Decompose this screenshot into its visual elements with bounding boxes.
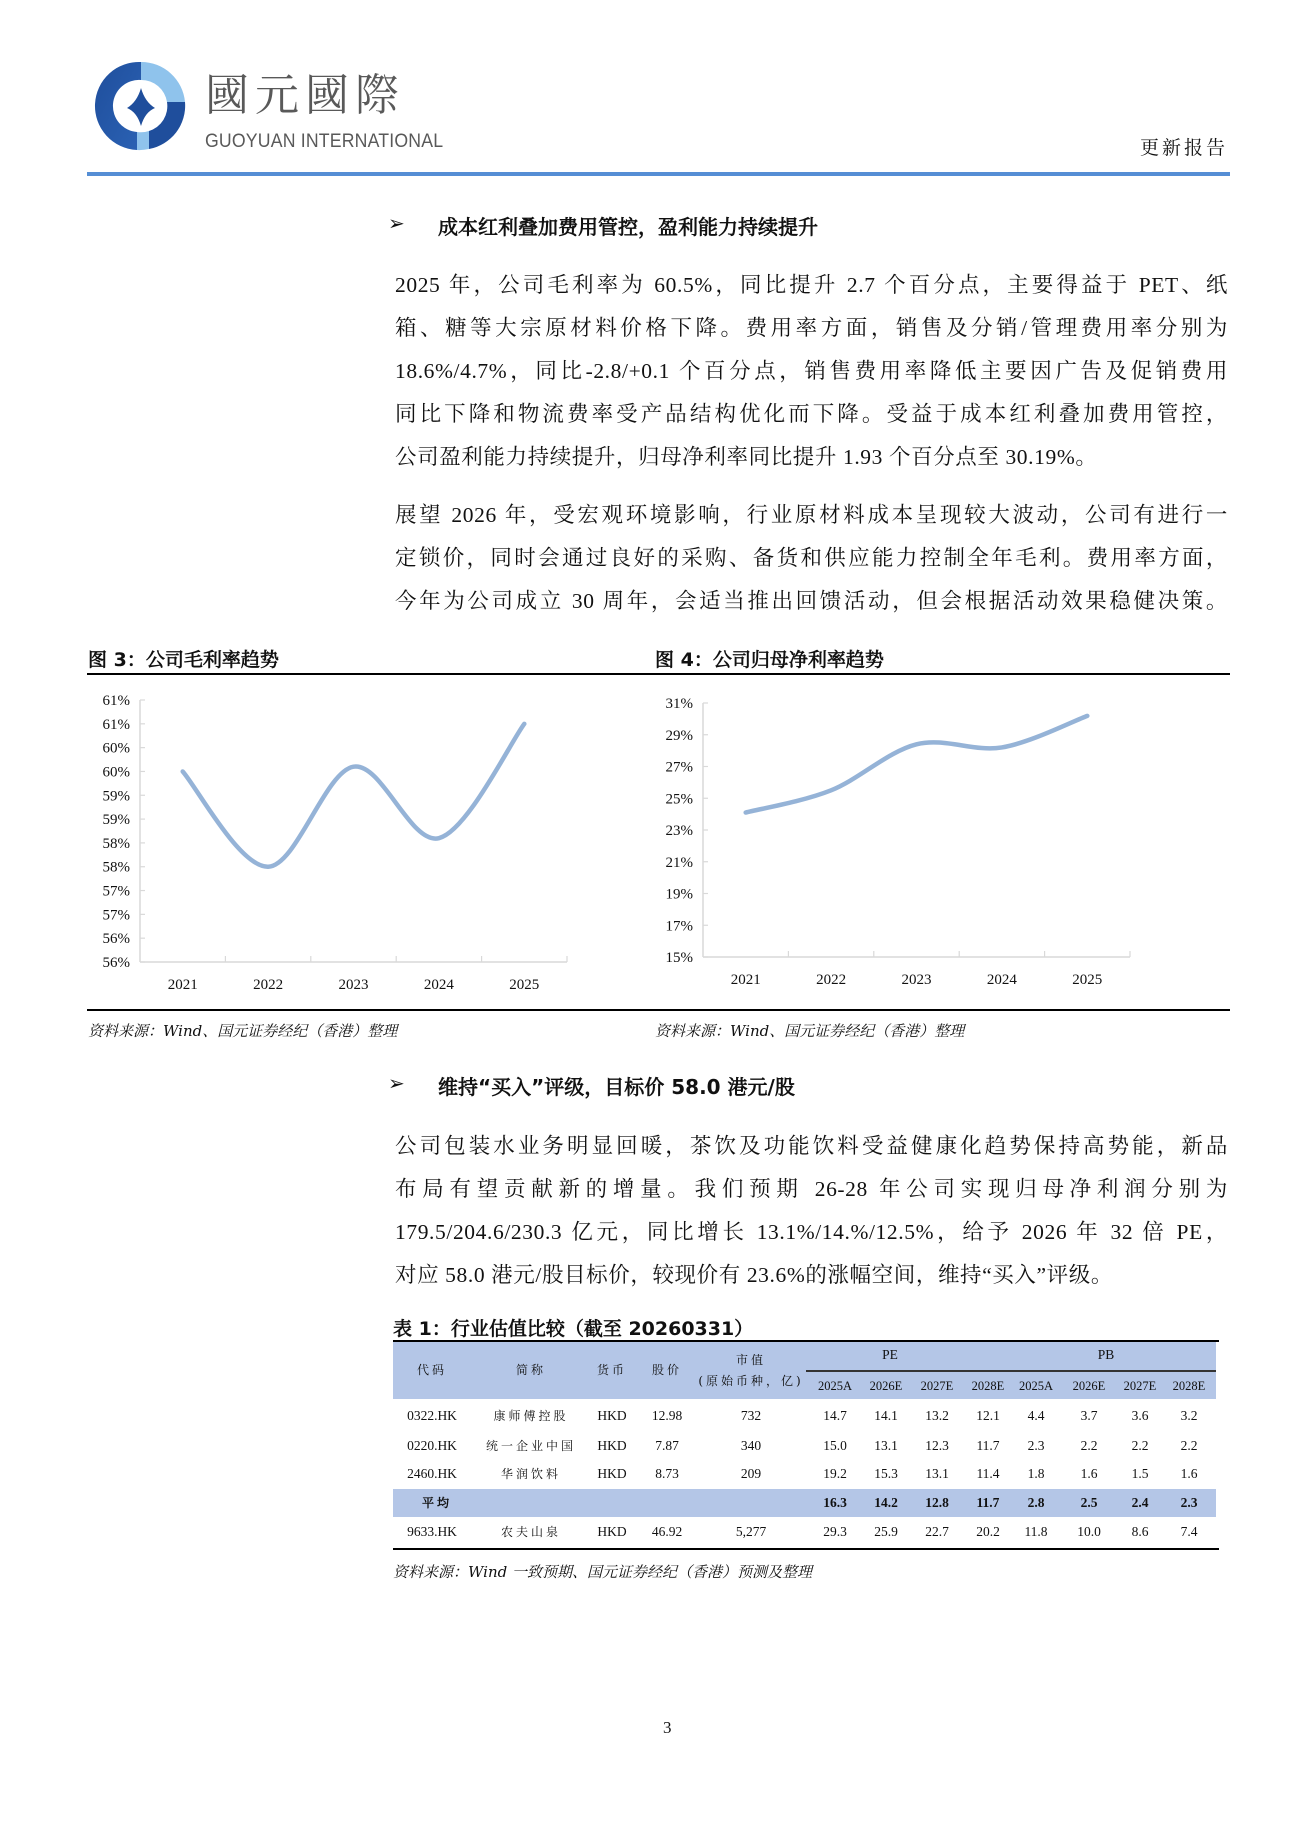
target-value: 8.6 <box>1131 1524 1149 1539</box>
x-tick-label: 2022 <box>816 972 847 988</box>
x-tick-label: 2023 <box>338 977 369 993</box>
average-value: 2.4 <box>1131 1495 1149 1510</box>
row-value: 11.4 <box>976 1466 1000 1481</box>
average-value: 16.3 <box>823 1495 847 1510</box>
table1-caption: 表 1：行业估值比较（截至 20260331） <box>393 1318 754 1340</box>
row-value: 13.1 <box>925 1466 949 1481</box>
header-year: 2028E <box>971 1379 1005 1393</box>
y-tick-label: 59% <box>102 788 130 805</box>
target-value: 10.0 <box>1077 1524 1101 1539</box>
row-currency: HKD <box>597 1438 627 1453</box>
header-pb-group: PB <box>1097 1347 1115 1362</box>
row-price: 8.73 <box>655 1466 679 1481</box>
row-value: 4.4 <box>1027 1408 1045 1423</box>
y-tick-label: 58% <box>102 835 130 852</box>
target-code: 9633.HK <box>407 1524 457 1539</box>
header-year: 2027E <box>1123 1379 1157 1393</box>
header-pe-group: PE <box>882 1347 898 1362</box>
target-value: 29.3 <box>823 1524 847 1539</box>
row-value: 1.8 <box>1027 1466 1045 1481</box>
row-mktcap: 209 <box>740 1466 762 1481</box>
header-currency: 货币 <box>596 1363 627 1377</box>
row-value: 14.1 <box>874 1408 898 1423</box>
section2-paragraph <box>395 1125 1228 1297</box>
x-tick-label: 2022 <box>253 977 284 993</box>
row-value: 3.6 <box>1131 1408 1149 1423</box>
y-tick-label: 15% <box>665 950 693 966</box>
header-mktcap-unit: (原始币种，亿) <box>698 1374 804 1388</box>
row-price: 7.87 <box>655 1438 679 1453</box>
y-tick-label: 19% <box>665 886 693 903</box>
figures-bottom-rule <box>87 1009 1230 1011</box>
row-value: 2.2 <box>1080 1438 1098 1453</box>
row-value: 3.7 <box>1080 1408 1098 1423</box>
section1-paragraph2 <box>395 494 1228 623</box>
row-value: 14.7 <box>823 1408 847 1423</box>
average-value: 2.8 <box>1027 1495 1045 1510</box>
row-value: 2.2 <box>1131 1438 1149 1453</box>
y-tick-label: 57% <box>102 907 130 924</box>
y-tick-label: 61% <box>102 693 130 709</box>
y-tick-label: 23% <box>665 823 693 839</box>
row-value: 15.0 <box>823 1438 847 1453</box>
section2-heading: 维持“买入”评级，目标价 58.0 港元/股 <box>438 1075 795 1099</box>
target-currency: HKD <box>597 1524 627 1539</box>
header-price: 股价 <box>651 1363 682 1377</box>
row-value: 1.5 <box>1131 1466 1149 1481</box>
net-margin-chart <box>655 680 1230 1005</box>
paragraph-line: 同比下降和物流费率受产品结构优化而下降。受益于成本红利叠加费用管控， <box>395 402 1228 426</box>
x-tick-label: 2021 <box>730 972 761 988</box>
paragraph-line: 179.5/204.6/230.3 亿元，同比增长 13.1%/14.%/12.5%，给予 2026 年 32 倍 PE， <box>395 1220 1228 1244</box>
paragraph-line: 箱、糖等大宗原材料价格下降。费用率方面，销售及分销/管理费用率分别为 <box>395 316 1228 340</box>
row-mktcap: 732 <box>740 1408 762 1423</box>
company-logo <box>93 58 189 154</box>
logo-english-name: GUOYUAN INTERNATIONAL <box>205 131 444 152</box>
average-value: 2.5 <box>1080 1495 1098 1510</box>
section1-bullet-icon: ➢ <box>388 213 405 235</box>
paragraph-line: 对应 58.0 港元/股目标价，较现价有 23.6%的涨幅空间，维持“买入”评级。 <box>395 1263 1113 1287</box>
header-year: 2026E <box>1072 1379 1106 1393</box>
row-value: 12.3 <box>925 1438 949 1453</box>
row-code: 0322.HK <box>407 1408 457 1423</box>
y-tick-label: 56% <box>102 931 130 948</box>
section1-heading: 成本红利叠加费用管控，盈利能力持续提升 <box>438 215 818 239</box>
row-currency: HKD <box>597 1466 627 1481</box>
y-tick-label: 61% <box>102 716 130 733</box>
table1-group-rule <box>806 1370 1216 1372</box>
y-tick-label: 27% <box>665 759 693 776</box>
document-type-label: 更新报告 <box>1139 137 1228 159</box>
average-value: 2.3 <box>1180 1495 1198 1510</box>
header-year: 2026E <box>869 1379 903 1393</box>
x-tick-label: 2025 <box>1072 972 1103 988</box>
x-tick-label: 2025 <box>509 977 540 993</box>
paragraph-line: 公司盈利能力持续提升，归母净利率同比提升 1.93 个百分点至 30.19%。 <box>395 445 1098 469</box>
table1-bottom-rule <box>393 1548 1219 1550</box>
series-line <box>746 716 1088 813</box>
paragraph-line: 18.6%/4.7%，同比-2.8/+0.1 个百分点，销售费用率降低主要因广告及促销费用 <box>395 359 1228 383</box>
figures-top-rule <box>87 673 1230 675</box>
y-tick-label: 60% <box>102 740 130 757</box>
row-value: 12.1 <box>976 1408 1000 1423</box>
series-line <box>183 724 525 867</box>
x-tick-label: 2021 <box>167 977 198 993</box>
header-rule <box>87 172 1230 176</box>
header-year: 2025A <box>1018 1379 1054 1393</box>
row-value: 13.1 <box>874 1438 898 1453</box>
header-name: 简称 <box>515 1363 546 1377</box>
figure3-source: 资料来源：Wind、国元证券经纪（香港）整理 <box>88 1022 398 1040</box>
x-tick-label: 2023 <box>901 972 932 988</box>
header-year: 2025A <box>817 1379 853 1393</box>
y-tick-label: 57% <box>102 883 130 900</box>
target-name: 农夫山泉 <box>500 1525 561 1539</box>
target-value: 25.9 <box>874 1524 898 1539</box>
section2-bullet-icon: ➢ <box>388 1073 405 1095</box>
logo-chinese-name: 國元國際 <box>205 70 405 121</box>
row-value: 1.6 <box>1080 1466 1098 1481</box>
y-tick-label: 60% <box>102 764 130 781</box>
paragraph-line: 公司包装水业务明显回暖，茶饮及功能饮料受益健康化趋势保持高势能，新品 <box>395 1134 1228 1158</box>
x-tick-label: 2024 <box>986 972 1017 988</box>
section1-paragraph1 <box>395 264 1228 479</box>
average-label: 平均 <box>421 1496 452 1510</box>
row-value: 15.3 <box>874 1466 898 1481</box>
row-value: 2.2 <box>1180 1438 1198 1453</box>
header-year: 2027E <box>920 1379 954 1393</box>
paragraph-line: 今年为公司成立 30 周年，会适当推出回馈活动，但会根据活动效果稳健决策。 <box>395 589 1228 613</box>
figure4-source: 资料来源：Wind、国元证券经纪（香港）整理 <box>655 1022 965 1040</box>
row-value: 1.6 <box>1180 1466 1198 1481</box>
y-tick-label: 31% <box>665 696 693 712</box>
y-tick-label: 56% <box>102 955 130 971</box>
row-code: 0220.HK <box>407 1438 457 1453</box>
row-code: 2460.HK <box>407 1466 457 1481</box>
page-number: 3 <box>663 1718 672 1737</box>
row-value: 2.3 <box>1027 1438 1045 1453</box>
target-price: 46.92 <box>651 1524 683 1539</box>
target-value: 11.8 <box>1024 1524 1048 1539</box>
y-tick-label: 58% <box>102 859 130 876</box>
header-code: 代码 <box>416 1363 447 1377</box>
row-value: 13.2 <box>925 1408 949 1423</box>
figure3-caption: 图 3：公司毛利率趋势 <box>88 649 279 671</box>
row-value: 3.2 <box>1180 1408 1198 1423</box>
y-tick-label: 29% <box>665 727 693 744</box>
target-value: 22.7 <box>925 1524 949 1539</box>
paragraph-line: 布局有望贡献新的增量。我们预期 26-28 年公司实现归母净利润分别为 <box>395 1177 1228 1201</box>
average-value: 11.7 <box>976 1495 1000 1510</box>
gross-margin-chart <box>87 680 647 1005</box>
y-tick-label: 17% <box>665 918 693 935</box>
logo-emblem-icon <box>93 58 189 154</box>
target-value: 20.2 <box>976 1524 1000 1539</box>
y-tick-label: 25% <box>665 791 693 808</box>
row-mktcap: 340 <box>740 1438 762 1453</box>
row-currency: HKD <box>597 1408 627 1423</box>
target-value: 7.4 <box>1180 1524 1198 1539</box>
x-tick-label: 2024 <box>423 977 454 993</box>
y-tick-label: 21% <box>665 854 693 871</box>
average-value: 14.2 <box>874 1495 898 1510</box>
header-year: 2028E <box>1172 1379 1206 1393</box>
row-name: 康师傅控股 <box>493 1409 569 1423</box>
row-value: 11.7 <box>976 1438 1000 1453</box>
row-name: 华润饮料 <box>500 1467 561 1481</box>
table1-source: 资料来源：Wind 一致预期、国元证券经纪（香港）预测及整理 <box>393 1563 812 1581</box>
figure4-caption: 图 4：公司归母净利率趋势 <box>655 649 884 671</box>
row-value: 19.2 <box>823 1466 847 1481</box>
paragraph-line: 展望 2026 年，受宏观环境影响，行业原材料成本呈现较大波动，公司有进行一 <box>395 503 1228 527</box>
header-mktcap: 市值 <box>735 1353 766 1367</box>
paragraph-line: 定锁价，同时会通过良好的采购、备货和供应能力控制全年毛利。费用率方面， <box>395 546 1228 570</box>
row-price: 12.98 <box>651 1408 683 1423</box>
y-tick-label: 59% <box>102 812 130 829</box>
row-name: 统一企业中国 <box>485 1439 576 1453</box>
target-mktcap: 5,277 <box>735 1524 767 1539</box>
paragraph-line: 2025 年，公司毛利率为 60.5%，同比提升 2.7 个百分点，主要得益于 PET、纸 <box>395 273 1228 297</box>
average-value: 12.8 <box>925 1495 949 1510</box>
